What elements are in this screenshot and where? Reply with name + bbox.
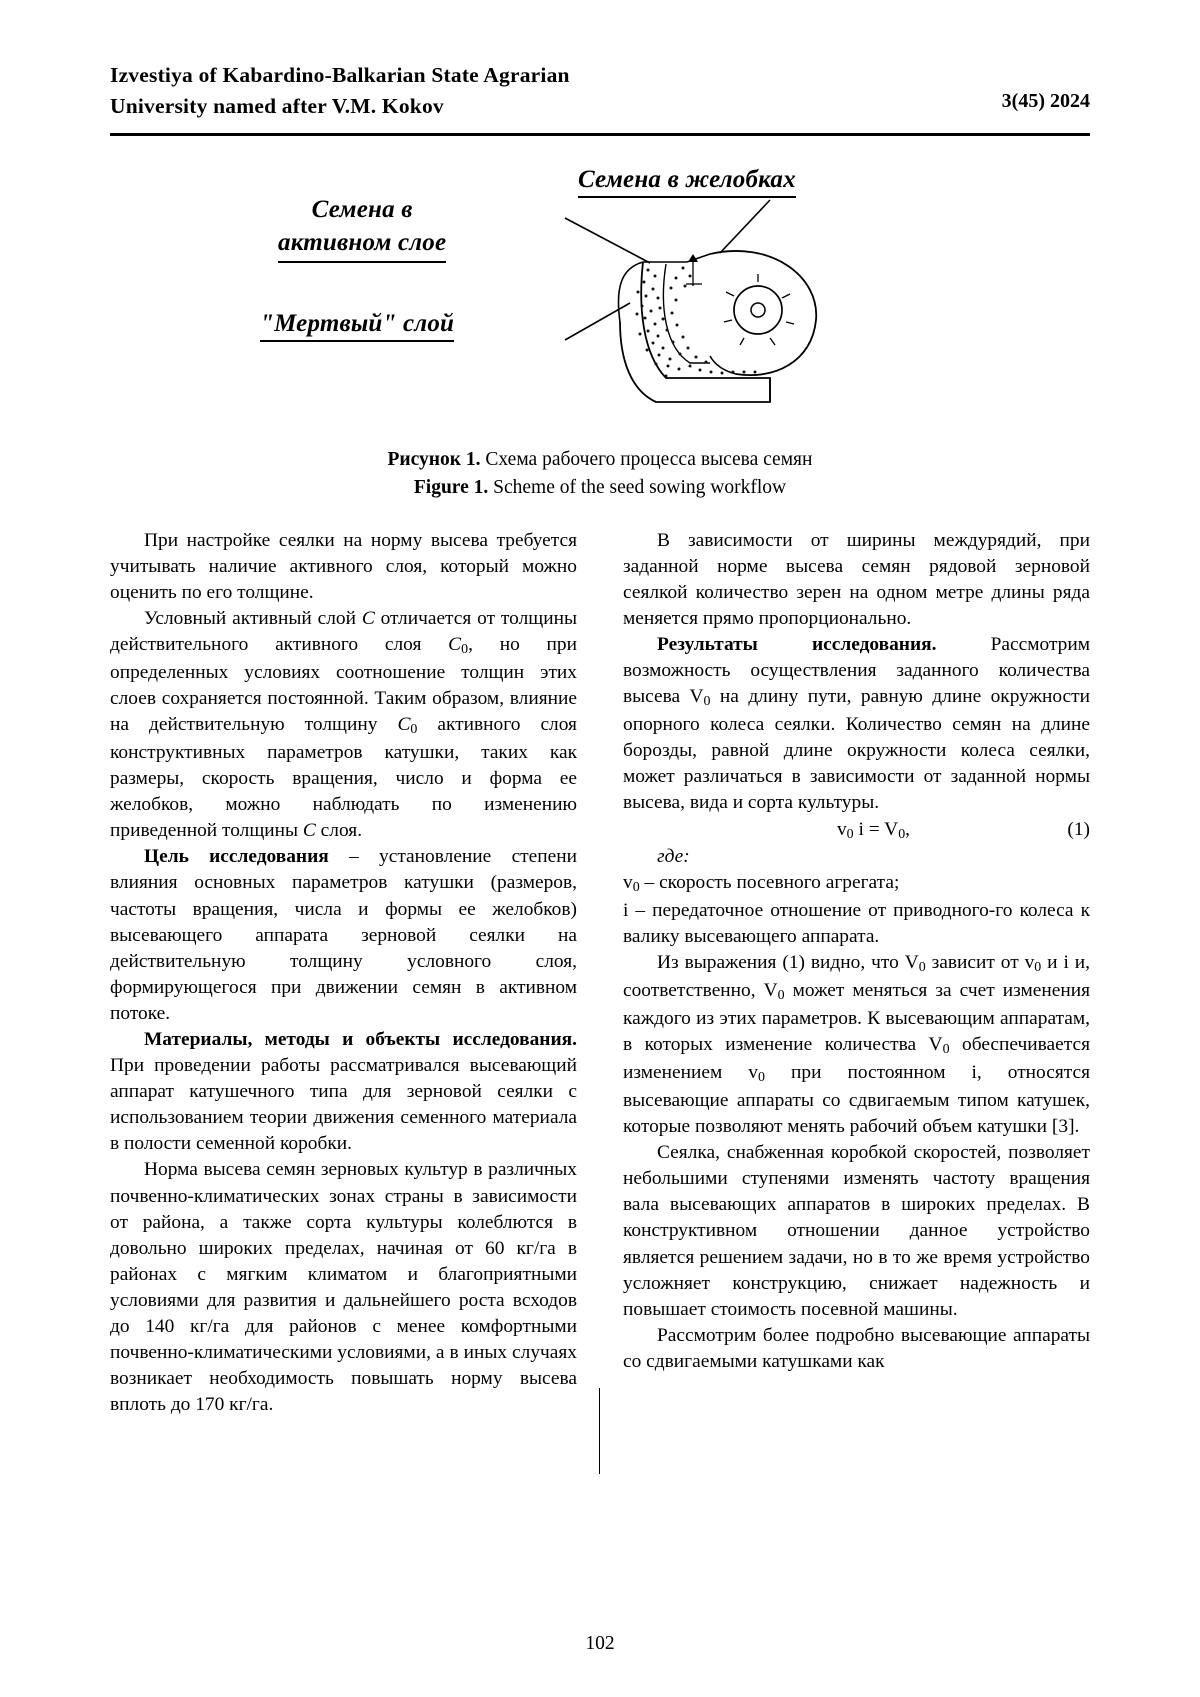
paragraph <box>110 1027 577 1157</box>
figure-caption <box>110 446 1090 501</box>
symbol-C: C <box>361 608 375 629</box>
page-number: 102 <box>585 1633 615 1654</box>
paragraph: При настройке сеялки на норму высева требуется учитывать наличие активного слоя, который можно оценить по его толщине. <box>110 529 577 603</box>
symbol-C0: C <box>448 634 462 656</box>
paragraph: Сеялка, снабженная коробкой скоростей, позволяет небольшими ступенями изменять частоту вращения вала высевающих аппаратов в широких пределах. В конструктивном отношении данное устройство является решением задачи, но в то же время устройство усложняет конструкцию, снижает надежность и повышает стоимость посевной машины. <box>623 1142 1090 1320</box>
paragraph <box>623 632 1090 816</box>
leader-line-grooves <box>720 200 770 253</box>
text-run: v <box>623 872 633 894</box>
figure-canvas <box>110 158 1090 438</box>
journal-title-line2: University named after V.M. Kokov <box>110 94 444 119</box>
subscript: 0 <box>942 1042 950 1058</box>
figure-caption-en-text: Scheme of the seed sowing workflow <box>488 477 787 499</box>
right-column <box>623 528 1090 1419</box>
formula-term-rest: i = V <box>853 818 899 840</box>
formula-1 <box>623 817 1090 845</box>
paragraph: В зависимости от ширины междурядий, при заданной норме высева семян рядовой зерновой сеялкой количество зерен на одном метре длины ряда меняется прямо пропорционально. <box>623 529 1090 629</box>
text-run: и i и, соответственно, V <box>623 952 1090 1002</box>
text-run: При проведении работы рассматривался высевающий аппарат катушечного типа для зерновой сеялки с использованием теории движения семенного материала в полости семенной коробки. <box>110 1055 577 1155</box>
symbol-C: C <box>302 820 316 842</box>
text-run: – скорость посевного агрегата; <box>639 872 900 894</box>
journal-title <box>110 60 570 122</box>
seed-sowing-diagram <box>110 158 1090 438</box>
leader-line-active-layer <box>565 218 650 263</box>
formula-term-v: v <box>836 818 847 840</box>
subscript: 0 <box>410 722 418 738</box>
text-run: Из выражения (1) видно, что V <box>657 952 919 974</box>
paragraph <box>110 844 577 1027</box>
text-run: отличается от толщины действительного активного слоя <box>110 608 577 656</box>
figure-caption-ru <box>110 446 1090 474</box>
figure-label-seeds-in-grooves: Семена в желобках <box>578 166 796 198</box>
subscript: 0 <box>918 960 926 976</box>
subscript: 0 <box>1034 960 1042 976</box>
figure-caption-ru-label: Рисунок 1. <box>387 449 481 471</box>
section-heading-goal: Цель исследования <box>144 846 329 868</box>
subscript: 0 <box>461 642 469 658</box>
text-run: при постоянном i, относятся высевающие аппараты со сдвигаемым типом катушек, которые позволяют менять рабочий объем катушки [3]. <box>623 1062 1090 1138</box>
figure-label-active-line1: Семена в <box>311 196 413 224</box>
text-run: активного слоя конструктивных параметров катушки, таких как размеры, скорость вращения, число и форма ее желобков, можно наблюдать по изменению приведенной толщины <box>110 714 577 842</box>
text-run: – установление степени влияния основных параметров катушки (размеров, частоты вращения, числа и формы ее желобков) высевающего аппарата зерновой сеялки на действительную толщину условного слоя, формирующегося при движении семян в активном потоке. <box>110 846 577 1024</box>
text-run: слоя. <box>315 820 363 842</box>
symbol-C0: C <box>397 714 411 736</box>
subscript: 0 <box>757 1070 765 1086</box>
text-run: на длину пути, равную длине окружности опорного колеса сеялки. Количество семян на длине борозды, равной длине окружности колеса сеялки, может различаться в зависимости от заданной нормы высева, вида и сорта культуры. <box>623 686 1090 814</box>
subscript: 0 <box>846 826 854 842</box>
formula-number: (1) <box>1067 818 1090 840</box>
roller-shaft <box>751 303 765 317</box>
paragraph <box>623 950 1090 1140</box>
left-column <box>110 528 577 1419</box>
figure-label-active-line2: активном слое <box>278 228 447 256</box>
text-run: зависит от v <box>925 952 1035 974</box>
roller-outline <box>710 251 816 375</box>
issue-number: 3(45) 2024 <box>1001 90 1090 112</box>
text-run: , но при определенных условиях соотношение толщин этих слоев сохраняется постоянной. Таким образом, влияние на действительную толщину <box>110 634 577 736</box>
roller-hub <box>734 286 782 334</box>
figure-label-seeds-active-layer <box>278 194 446 263</box>
body-columns <box>110 528 1090 1419</box>
text-run: Условный активный слой <box>144 608 362 629</box>
subscript: 0 <box>632 880 640 896</box>
figure-caption-en-label: Figure 1. <box>413 477 489 499</box>
header-divider <box>110 133 1090 136</box>
column-divider <box>599 1388 600 1474</box>
subscript: 0 <box>777 988 785 1004</box>
page-header <box>110 60 1090 136</box>
figure-caption-en <box>110 474 1090 502</box>
section-heading-results: Результаты исследования. <box>657 634 937 656</box>
subscript: 0 <box>703 694 711 710</box>
paragraph: Рассмотрим более подробно высевающие аппараты со сдвигаемыми катушками как <box>623 1324 1090 1372</box>
paragraph <box>110 606 577 844</box>
formula-definition-2: i – передаточное отношение от приводного-го колеса к валику высевающего аппарата. <box>623 900 1090 948</box>
formula-definition-1 <box>623 870 1090 898</box>
journal-title-line1: Izvestiya of Kabardino-Balkarian State Agrarian <box>110 63 570 87</box>
figure-caption-ru-text: Схема рабочего процесса высева семян <box>480 449 813 471</box>
text-run: Рассмотрим возможность осуществления заданного количества высева V <box>623 634 1091 708</box>
text-run: обеспечивается изменением v <box>623 1034 1090 1084</box>
figure-1 <box>110 136 1090 501</box>
formula-where-label: где: <box>657 846 690 868</box>
formula-comma: , <box>905 818 911 840</box>
figure-label-dead-layer: "Мертвый" слой <box>260 310 454 342</box>
section-heading-materials: Материалы, методы и объекты исследования. <box>144 1029 577 1050</box>
subscript: 0 <box>898 826 906 842</box>
text-run: может меняться за счет изменения каждого из этих параметров. К высевающим аппаратам, в которых изменение количества V <box>623 980 1091 1056</box>
paragraph: Норма высева семян зерновых культур в различных почвенно-климатических зонах страны в зависимости от района, а также сорта культуры колеблются в довольно широких пределах, начиная от 60 кг/га в районах с мягким климатом и благоприятными условиями для развития и дальнейшего роста всходов до 140 кг/га для районов с менее комфортными почвенно-климатическими условиями, а в иных случаях возникает необходимость повышать норму высева вплоть до 170 кг/га. <box>110 1159 577 1416</box>
